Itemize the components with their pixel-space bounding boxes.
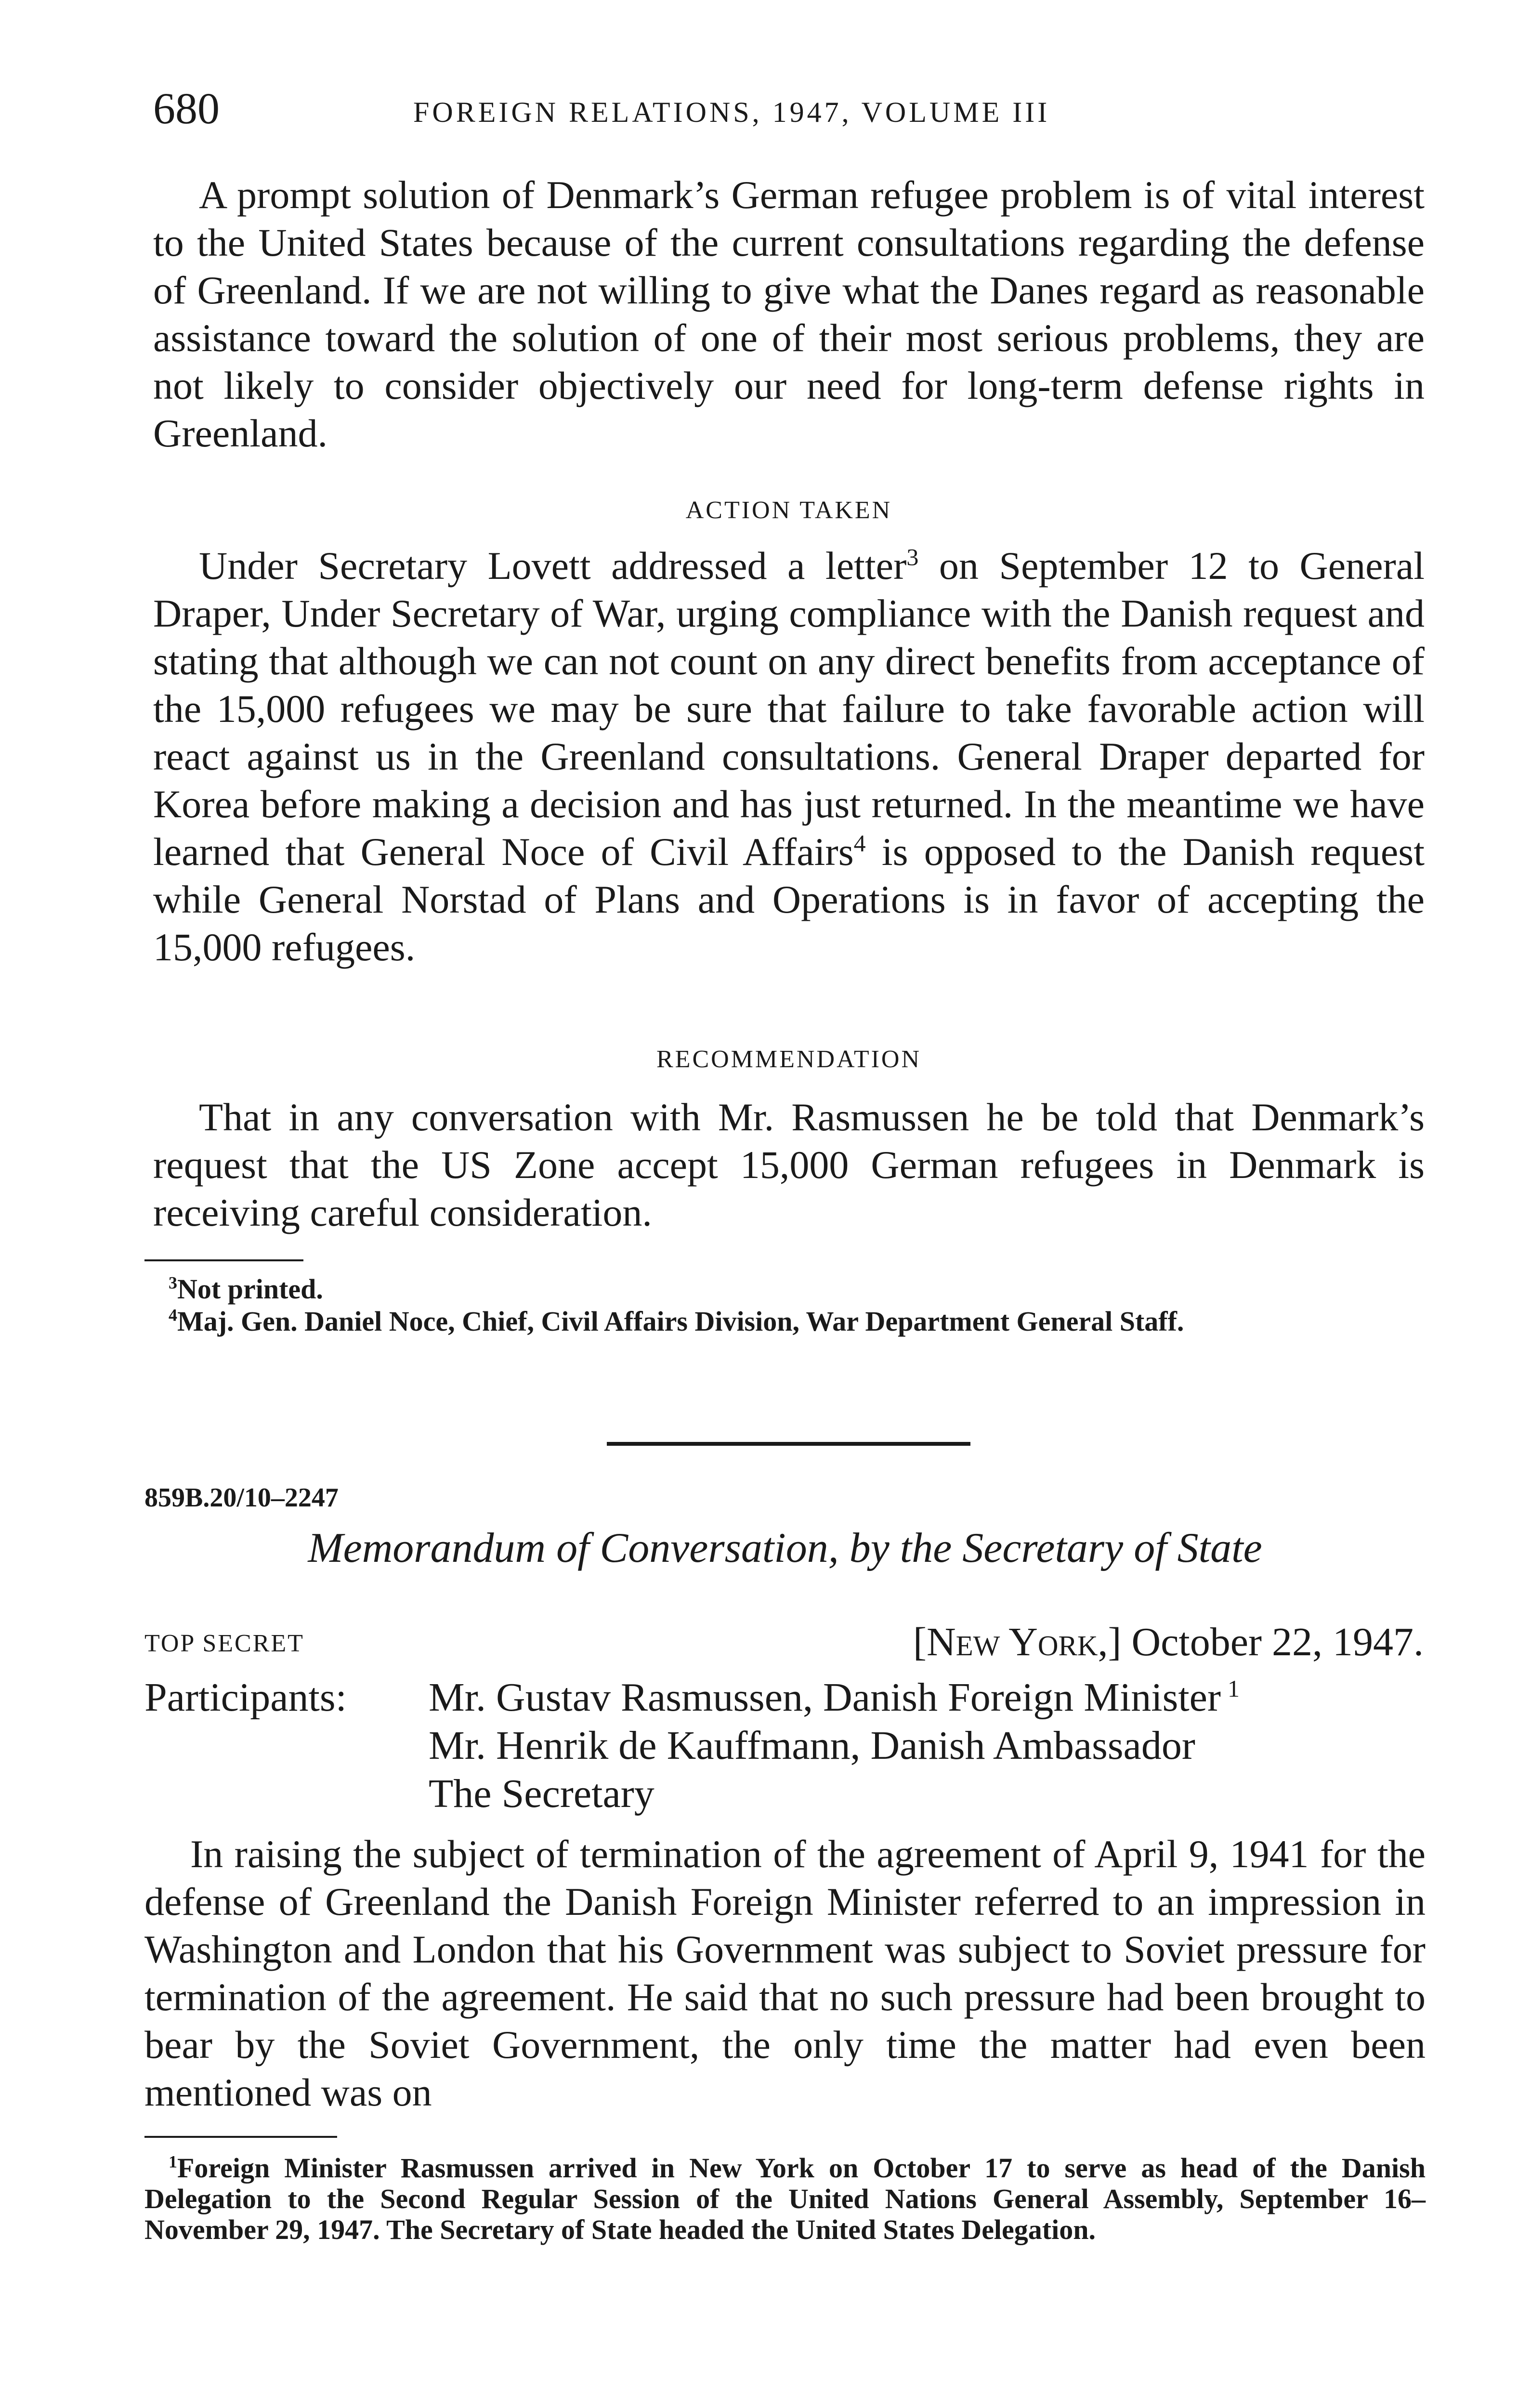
footnote-mark: 4 xyxy=(169,1305,177,1325)
page-number: 680 xyxy=(153,84,220,133)
document-title: Memorandum of Conversation, by the Secretary of State xyxy=(308,1525,1262,1571)
footnote-mark: 1 xyxy=(169,2152,177,2172)
classification-label: TOP SECRET xyxy=(144,1630,304,1657)
participant-name: Mr. Henrik de Kauffmann, Danish Ambassador xyxy=(429,1723,1195,1768)
dateline-place: New York xyxy=(926,1620,1098,1664)
participant-secretary xyxy=(429,1770,1240,1818)
footnote-4 xyxy=(144,1306,1426,1337)
footnote-rule-bottom xyxy=(144,2136,337,2138)
section-separator xyxy=(607,1442,970,1446)
intro-paragraph: A prompt solution of Denmark’s German refugee problem is of vital interest to the United States because of the current consultations regarding the defense of Greenland. If we are not willing to give what the Danes regard as reasonable assistance toward the solution of one of their most serious problems, they are not likely to consider objectively our need for long-term defense rights in Greenland. xyxy=(153,173,1425,455)
participant-name: The Secretary xyxy=(429,1771,654,1816)
footnote-ref-1: 1 xyxy=(1227,1675,1240,1702)
action-text-part1: Under Secretary Lovett addressed a letter xyxy=(199,544,907,588)
recommendation-paragraph: That in any conversation with Mr. Rasmussen he be told that Denmark’s request that the US Zone accept 15,000 German refugees in Denmark is receiving careful consideration. xyxy=(153,1095,1425,1234)
action-paragraph xyxy=(153,542,1425,971)
memo-body-paragraph: In raising the subject of termination of the agreement of April 9, 1941 for the defense of Greenland the Danish Foreign Minister referred to an impression in Washington and London that his Government was subject to Soviet pressure for termination of the agreement. He said that no such pressure had been brought to bear by the Soviet Government, the only time the matter had even been mentioned was on xyxy=(144,1832,1426,2114)
footnote-ref-4: 4 xyxy=(853,829,866,857)
footnote-text: Not printed. xyxy=(177,1273,323,1305)
footnote-1 xyxy=(144,2153,1426,2245)
dateline-rest: ,] October 22, 1947. xyxy=(1098,1620,1424,1664)
action-text-part2: on September 12 to General Draper, Under Secretary of War, urging compliance with the Danish request and stating that although we can not count on any direct benefits from acceptance of the 15,000 refugees we may be sure that failure to take favorable action will react against us in the Greenland consultations. General Draper departed for Korea before making a decision and has just returned. In the meantime we have learned that General Noce of Civil Affairs xyxy=(153,544,1425,874)
file-number: 859B.20/10–2247 xyxy=(144,1483,339,1513)
action-taken-heading: ACTION TAKEN xyxy=(685,497,892,524)
participants-list xyxy=(429,1674,1240,1818)
recommendation-heading: RECOMMENDATION xyxy=(656,1046,921,1073)
footnote-text: Maj. Gen. Daniel Noce, Chief, Civil Affairs Division, War Department General Staff. xyxy=(177,1306,1184,1337)
participant-rasmussen xyxy=(429,1674,1240,1722)
participants-label: Participants: xyxy=(144,1675,347,1720)
footnote-text: Foreign Minister Rasmussen arrived in New York on October 17 to serve as head of the Danish Delegation to the Second Regular Session of the United Nations General Assembly, September 16–November 29, 1947. The Secretary of State headed the United States Delegation. xyxy=(144,2152,1426,2245)
footnote-ref-3: 3 xyxy=(906,543,919,571)
action-text-part3: is opposed to the Danish request while General Norstad of Plans and Operations is in favor of accepting the 15,000 refugees. xyxy=(153,830,1425,969)
footnote-mark: 3 xyxy=(169,1273,177,1293)
participant-name: Mr. Gustav Rasmussen, Danish Foreign Minister xyxy=(429,1675,1221,1720)
dateline-open: [ xyxy=(913,1620,927,1664)
participant-kauffmann xyxy=(429,1722,1240,1770)
dateline xyxy=(913,1618,1424,1666)
running-head-title: FOREIGN RELATIONS, 1947, VOLUME III xyxy=(413,96,1050,128)
footnote-rule xyxy=(144,1259,303,1261)
running-head xyxy=(153,82,1429,144)
footnote-3 xyxy=(144,1274,1426,1305)
